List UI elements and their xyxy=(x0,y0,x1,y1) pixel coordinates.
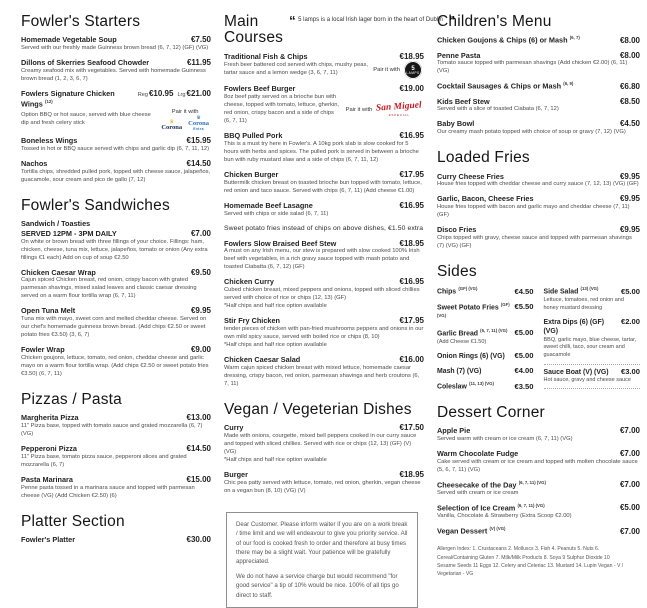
san-miguel-logo: San Miguel ESPECIAL xyxy=(375,100,423,117)
item-price: €7.00 xyxy=(619,480,640,490)
section-title-platter-section: Platter Section xyxy=(21,512,125,530)
item-price: €6.80 xyxy=(619,81,640,91)
menu-item xyxy=(21,35,211,53)
side-menu-item xyxy=(437,286,534,297)
item-price: €8.50 xyxy=(619,96,640,106)
allergen-codes: (6, 7, 11) (VG) xyxy=(517,479,546,485)
allergen-codes: (12) xyxy=(43,98,53,104)
price-size-label: Lrg xyxy=(177,91,186,98)
item-description: 11" Pizza base, tomato pizza sauce, pepperoni slices and grated mozzarella (6, 7) xyxy=(21,453,187,468)
sides-right-column xyxy=(544,286,641,397)
menu-item xyxy=(224,277,424,311)
section-sides xyxy=(437,256,640,397)
item-footnote: *Half chips and half rice option available xyxy=(224,342,327,348)
item-price: €14.50 xyxy=(186,444,211,454)
item-price: €8.00 xyxy=(619,50,640,60)
side-menu-item xyxy=(437,351,534,362)
item-price: €9.95 xyxy=(619,194,640,204)
item-name: Disco Fries xyxy=(437,225,477,235)
item-price: €30.00 xyxy=(186,534,211,544)
item-price: €3.00 xyxy=(620,366,640,376)
side-menu-item xyxy=(437,328,534,346)
item-name: Sauce Boat (V) (VG) xyxy=(543,368,609,376)
item-description: Served with cream or ice cream xyxy=(437,489,519,496)
item-description: Cajun spiced Chicken breast, red onion, crispy bacon with grated parmesan shavings, mixed salad leaves and classic caesar dressing served on a warm flour tortilla wrap (6, 7, 11) xyxy=(21,277,197,300)
item-description: tender pieces of chicken with pan-fried mushrooms peppers and onions in our own mild spicy sauce, served with boiled rice or chips (8, 10) xyxy=(224,326,424,341)
item-price: €18.95 xyxy=(399,469,424,479)
item-price: €8.00 xyxy=(619,35,640,45)
pair-it-with-label: Pair it with xyxy=(345,107,373,114)
item-name: BBQ Pulled Pork xyxy=(224,131,283,141)
item-price: €9.50 xyxy=(190,267,211,277)
item-price: €11.95 xyxy=(186,58,211,68)
crown-icon: ♛ xyxy=(169,118,174,125)
sides-left-column xyxy=(437,286,534,397)
allergen-codes: (11, 13) (VG) xyxy=(467,381,494,387)
item-name: Garlic Bread $^{(6, 7, 11) (VG)}$ xyxy=(437,328,508,338)
item-price: €17.95 xyxy=(399,169,424,179)
item-name: Chicken Caesar Wrap xyxy=(21,267,96,277)
menu-banner-note: Sweet potato fries instead of chips on above dishes, €1.50 extra xyxy=(224,224,424,232)
item-description: Tuna mix with mayo, sweet corn and melted cheddar cheese. Served on our chef's homemade guinness brown bread. (Add chips €2.50 or sweet potato fries €3.50) (3, 6, 7) xyxy=(21,316,207,339)
item-description: Tossed in hot or BBQ sauce served with chips and garlic dip (6, 7, 11, 12) xyxy=(21,145,210,152)
item-price: €7.00 xyxy=(619,526,640,536)
item-price: €3.50 xyxy=(514,381,534,391)
item-description: 11" Pizza base, topped with tomato sauce and grated mozzarella (6, 7) (VG) xyxy=(21,423,203,438)
allergen-codes: (V) (VG) xyxy=(488,526,506,532)
item-name: Fowlers Slow Braised Beef Stew xyxy=(224,238,337,248)
item-name: Boneless Wings xyxy=(21,136,78,146)
item-price: €14.50 xyxy=(186,158,211,168)
allergen-codes: (6, 7, 11) (VG) xyxy=(478,328,508,334)
price-size-label: Reg xyxy=(137,91,148,98)
corona-logo: ♛ Corona xyxy=(161,118,183,131)
note-paragraph: Dear Customer. Please inform waiter if you are on a work break / time limit and we will endeavour to give you priority service. All of our food is cooked fresh to order and therefore at busy times there may be a slight wait. Your patience will be gratefully appreciated. xyxy=(236,520,408,566)
item-name: Fowlers Beef Burger xyxy=(224,84,296,94)
menu-item xyxy=(437,35,640,45)
item-name: Penne Pasta xyxy=(437,50,481,60)
item-name: Nachos xyxy=(21,158,48,168)
item-description: Warm cajun spiced chicken breast with mixed lettuce, homemade caesar dressing, crispy bacon, red onion, parmesan shavings and herb croutons (6, 7, 11) xyxy=(224,364,420,387)
menu-item xyxy=(224,52,424,80)
item-price: Reg€10.95 Lrg€21.00 xyxy=(137,88,211,98)
item-name: Open Tuna Melt xyxy=(21,306,76,316)
section-title-children-s-menu: Children's Menu xyxy=(437,13,552,30)
item-description: On white or brown bread with three fillings of your choice. Fillings: ham, chicken, cheese, tuna mix, lettuce, jalapeños, tomato or onion (Any extra fillings €1 each) Add on cup of soup €2.50 xyxy=(21,238,208,261)
item-price: €7.50 xyxy=(190,35,211,45)
section-title-main-courses: Main Courses xyxy=(224,13,284,47)
menu-column-1 xyxy=(21,12,211,608)
menu-item xyxy=(224,170,424,196)
pair-with-lamps xyxy=(373,61,424,79)
item-price: €18.95 xyxy=(399,238,424,248)
item-description: Chicken goujons, lettuce, tomato, red onion, cheddar cheese and garlic mayo on a warm flour tortilla wrap. (Add chips €2.50 or sweet potato fries €3.50) (6, 7, 11) xyxy=(21,355,209,377)
item-description: A must on any Irish menu, our stew is prepared with slow cooked 100% Irish beef with vegetables, in a rich gravy sauce topped with mash potato and toasted Ciabatta (6, 7, 12) (GF) xyxy=(224,248,420,271)
item-price: €9.95 xyxy=(619,225,640,235)
item-name: Burger xyxy=(224,469,248,479)
item-name: Cheesecake of the Day $^{(6, 7, 11) (VG)}$ xyxy=(437,479,546,490)
item-price: €15.95 xyxy=(186,136,211,146)
item-description: Made with onions, courgette, mixed bell peppers cooked in our curry sauce and topped with sliced chillies. Served with rice or chips (12, 13) (GF) (V) (VG) xyxy=(224,432,417,455)
item-price: €9.00 xyxy=(190,345,211,355)
item-name: Sandwich / Toasties xyxy=(21,218,91,228)
section-vegan-vegeterian-dishes xyxy=(224,394,424,496)
item-name: Coleslaw $^{(11, 13) (VG)}$ xyxy=(437,381,494,391)
menu-item xyxy=(224,131,424,165)
menu-item xyxy=(21,159,211,185)
item-price: €9.95 xyxy=(190,306,211,316)
item-description: Hot sauce, gravy and cheese sauce xyxy=(543,377,631,384)
item-name: Fowler's Platter xyxy=(21,534,76,544)
item-name: Traditional Fish & Chips xyxy=(224,51,308,61)
menu-item xyxy=(224,423,424,465)
allergen-codes: (GF) (VG) xyxy=(457,286,478,292)
menu-item xyxy=(437,503,640,521)
item-name: Homemade Beef Lasagne xyxy=(224,200,313,210)
item-name: Sweet Potato Fries $^{(GF) (VG)}$ xyxy=(437,301,510,318)
section-title-fowler-s-starters: Fowler's Starters xyxy=(21,13,141,30)
item-price: €5.50 xyxy=(514,302,534,311)
item-description: Served with chips or side salad (6, 7, 11) xyxy=(224,210,329,217)
item-name: Dillons of Skerries Seafood Chowder xyxy=(21,58,150,68)
side-menu-item xyxy=(544,286,641,312)
item-price: €7.00 xyxy=(190,228,211,238)
section-title-vegan-vegeterian-dishes: Vegan / Vegeterian Dishes xyxy=(224,400,412,418)
menu-item xyxy=(437,51,640,77)
item-price: €16.95 xyxy=(399,277,424,287)
item-description: Buttermilk chicken breast on toasted brioche bun topped with tomato, lettuce, red onion and taco sauce. Served with chips (6, 7, 11) (Add cheese €1.00) xyxy=(224,179,422,194)
item-name: Homemade Vegetable Soup xyxy=(21,35,117,45)
item-description: Tomato sauce topped with parmesan shavings (Add chicken €2.00) (6, 11) (VG) xyxy=(437,60,628,75)
menu-item xyxy=(437,194,640,220)
section-title-fowler-s-sandwiches: Fowler's Sandwiches xyxy=(21,196,170,214)
item-description: Served with a slice of toasted Ciabata (6, 7, 12) xyxy=(437,106,559,113)
menu-item xyxy=(437,449,640,475)
section-title-pizzas-pasta: Pizzas / Pasta xyxy=(21,390,123,408)
item-name: Fowlers Signature Chicken Wings $^{(12)}$ xyxy=(21,88,115,109)
customer-note-box xyxy=(226,512,418,608)
menu-item xyxy=(437,480,640,498)
menu-item xyxy=(21,345,211,379)
item-name: Chicken Curry xyxy=(224,277,274,287)
item-name: Side Salad $^{(13) (VG)}$ xyxy=(543,286,599,296)
item-price: €19.00 xyxy=(399,84,424,94)
menu-item xyxy=(437,526,640,536)
menu-item xyxy=(21,475,211,501)
menu-item xyxy=(437,81,640,91)
item-description: Cake served with cream or ice cream and topped with molten chocolate sauce (5, 6, 7, 11) (VG) xyxy=(437,458,638,473)
item-name: Warm Chocolate Fudge xyxy=(437,448,519,458)
item-footnote: *Half chips and half rice option available xyxy=(224,303,327,310)
item-name: Mash (7) (VG) xyxy=(437,368,482,376)
item-price: €7.00 xyxy=(619,426,640,436)
item-price: €15.00 xyxy=(186,474,211,484)
item-name: Vegan Dessert $^{(V) (VG)}$ xyxy=(437,526,506,536)
menu-column-3 xyxy=(437,12,640,608)
item-description: Cubed chicken breast, mixed peppers and onions, topped with sliced chillies served with choice of rice or chips (12, 13) (GF) xyxy=(224,287,420,302)
item-price: €4.50 xyxy=(514,286,534,296)
item-price: €16.95 xyxy=(399,131,424,141)
menu-item xyxy=(21,58,211,84)
menu-item xyxy=(224,84,424,126)
section-title-dessert-corner: Dessert Corner xyxy=(437,403,545,421)
item-description: Chips topped with gravy, cheese sauce and topped with parmesan shavings (7) (VG) (GF) xyxy=(437,235,632,249)
section-title-loaded-fries: Loaded Fries xyxy=(437,149,530,167)
item-price: €17.50 xyxy=(399,423,424,433)
item-description: House fries topped with cheddar cheese and curry sauce (7, 12, 13) (VG) (GF) xyxy=(437,181,639,188)
item-served-time: SERVED 12PM - 3PM DAILY xyxy=(21,228,117,238)
item-price: €5.00 xyxy=(619,503,640,513)
allergen-codes: (6, 7) xyxy=(568,35,580,41)
section-fowler-s-sandwiches xyxy=(21,190,211,379)
item-description: Vanilla, Chocolate & Strawberry (Extra Scoop €2.00) xyxy=(437,513,572,520)
side-menu-item xyxy=(544,317,641,360)
item-price: €18.95 xyxy=(399,51,424,61)
item-price: €5.00 xyxy=(620,286,640,296)
menu-item xyxy=(224,201,424,219)
item-description: Creamy seafood mix with vegetables. Served with homemade Guinness brown bread (1, 2, 3, 6, 7) xyxy=(21,67,206,82)
item-name: Cocktail Sausages & Chips or Mash $^{(6, 9)}$ xyxy=(437,81,574,91)
item-description: Tortilla chips, shredded pulled pork, topped with cheese sauce, jalapeños, guacamole, sour cream and pico de gallo (7, 12) xyxy=(21,168,211,183)
item-name: Extra Dips (6) (GF) (VG) xyxy=(543,318,604,336)
menu-item xyxy=(21,219,211,263)
note-paragraph: We do not have a service charge but would recommend "for good service" a tip of 10% would be nice. 100% of all tips go direct to staff. xyxy=(236,572,399,599)
item-description: BBQ, garlic mayo, blue cheese, tartar, sweet chilli, taco, sour cream and guacamole xyxy=(543,336,637,358)
side-menu-item xyxy=(437,381,534,392)
item-description: Chic pea patty served with lettuce, tomato, red onion, gherkin, vegan cheese on a vegan bun (8, 10) (VG) (V) xyxy=(224,479,421,494)
pair-it-with-label: Pair it with xyxy=(373,67,400,74)
item-name: Pepperoni Pizza xyxy=(21,444,77,454)
item-description: House fries topped with bacon and garlic mayo and cheddar cheese (7, 11) (GF) xyxy=(437,204,630,219)
item-name: Onion Rings (6) (VG) xyxy=(437,352,505,360)
menu-column-2 xyxy=(224,12,443,608)
item-name: Chicken Burger xyxy=(224,169,279,179)
section-dessert-corner xyxy=(437,397,640,537)
menu-item xyxy=(21,535,211,545)
item-price: €4.00 xyxy=(514,366,534,376)
menu-item xyxy=(437,172,640,190)
item-description: (Add Cheese €1.50) xyxy=(437,339,487,346)
side-menu-item xyxy=(437,366,534,377)
item-price: €4.50 xyxy=(619,119,640,129)
menu-item xyxy=(21,413,211,439)
item-price: €17.95 xyxy=(399,316,424,326)
item-description: Fresh beer battered cod served with chips, mushy peas, tartar sauce and a lemon wedge (3, 6, 7, 11) xyxy=(224,62,369,77)
menu-item xyxy=(437,426,640,444)
pair-it-with-label: Pair it with xyxy=(171,109,199,116)
item-name: Stir Fry Chicken xyxy=(224,316,280,326)
item-price: €16.95 xyxy=(399,200,424,210)
item-name: Selection of Ice Cream $^{(6, 7, 11) (VG)}$ xyxy=(437,502,545,513)
lager-quote: “ 5 lamps is a local Irish lager born in the heart of Dublin ” xyxy=(289,14,455,25)
item-name: Curry Cheese Fries xyxy=(437,171,504,181)
section-loaded-fries xyxy=(437,142,640,251)
corona-extra-logo: ♛ Corona Extra xyxy=(188,115,209,131)
side-menu-item xyxy=(437,302,534,324)
item-name: Chips $^{(GF) (VG)}$ xyxy=(437,286,478,296)
item-price: €16.00 xyxy=(399,354,424,364)
section-children-s-menu xyxy=(437,12,640,137)
menu-item xyxy=(21,136,211,154)
allergen-codes: (6, 7, 11) (VG) xyxy=(516,502,545,508)
item-description: Our creamy mash potato topped with choice of soup or gravy (7, 12) (VG) xyxy=(437,129,626,136)
item-description: 8oz beef patty served on a brioche bun with cheese, topped with tomato, lettuce, gherkin, red onion, crispy bacon and a side of chips (6, 7, 11) xyxy=(224,94,340,125)
item-name: Apple Pie xyxy=(437,426,471,436)
side-menu-item xyxy=(544,364,641,389)
menu-item xyxy=(437,97,640,115)
section-title-sides: Sides xyxy=(437,262,477,280)
pair-with-corona xyxy=(161,109,211,131)
menu-item xyxy=(437,119,640,137)
menu-item xyxy=(437,225,640,251)
menu-item xyxy=(21,268,211,302)
section-fowler-s-starters xyxy=(21,12,211,185)
crown-icon: ♛ xyxy=(196,115,201,122)
item-description: Served with our freshly made Guinness brown bread (6, 7, 12) (GF) (VG) xyxy=(21,45,209,52)
section-pizzas-pasta xyxy=(21,384,211,501)
allergen-codes: (13) (VG) xyxy=(579,286,599,292)
five-lamps-logo: 5 LAMPS xyxy=(404,61,422,79)
menu-item xyxy=(224,316,424,350)
item-name: Chicken Goujons & Chips (6) or Mash $^{(6, 7)}$ xyxy=(437,35,580,45)
item-description: Lettuce, tomatoes, red onion and honey mustard dressing xyxy=(543,297,624,311)
item-name: Chicken Caesar Salad xyxy=(224,354,301,364)
item-description: This is a must try here in Fowler's. A 10kg pork slab is slow cooked for 5 hours with herbs and spices. The pulled pork is served in between a brioche bun with ruby mustard slaw and a side of chips (6, 7, 11, 12) xyxy=(224,141,419,163)
item-description: Served warm with cream or ice cream (6, 7, 11) (VG) xyxy=(437,435,573,442)
menu-item xyxy=(224,355,424,389)
item-description: Penne pasta tossed in a marinara sauce and topped with parmesan cheese (VG) (Add Chicken €2.50) (6) xyxy=(21,484,195,499)
menu-item xyxy=(224,470,424,496)
item-name: Garlic, Bacon, Cheese Fries xyxy=(437,194,534,204)
item-name: Baby Bowl xyxy=(437,119,475,129)
item-price: €5.00 xyxy=(514,328,534,338)
item-price: €5.00 xyxy=(514,350,534,360)
allergen-codes: (GF) (VG) xyxy=(437,301,510,318)
section-main-courses xyxy=(224,12,443,389)
menu-item xyxy=(224,239,424,273)
item-name: Pasta Marinara xyxy=(21,474,73,484)
item-description: Option BBQ or hot sauce, served with blue cheese dip and fresh celery stick xyxy=(21,112,151,127)
item-price: €13.00 xyxy=(186,413,211,423)
menu-item xyxy=(21,306,211,340)
item-price: €2.00 xyxy=(620,316,640,326)
menu-item xyxy=(21,89,211,131)
item-price: €7.00 xyxy=(619,448,640,458)
item-footnote: *Half chips and half rice option available xyxy=(224,456,327,463)
item-name: Curry xyxy=(224,423,244,433)
item-price: €9.95 xyxy=(619,171,640,181)
pair-with-sanmiguel xyxy=(345,100,424,117)
section-platter-section xyxy=(21,506,211,545)
allergen-codes: (6, 9) xyxy=(562,81,574,87)
item-name: Kids Beef Stew xyxy=(437,96,490,106)
item-name: Fowler Wrap xyxy=(21,345,65,355)
item-name: Margherita Pizza xyxy=(21,413,79,423)
allergen-index: Allergen Index: 1. Crustaceans 2. Molluscs 3. Fish 4. Peanuts 5. Nuts 6. Cereal/Containing Gluten 7. Milk/Milk Products 8. Soya 9 Sulphur Dioxide 10 Sesame Seeds 11 Eggs 12. Celery and Celeriac 13. Mustard 14. Lupin Vegan - V / Vegetarian - VG xyxy=(437,546,624,577)
